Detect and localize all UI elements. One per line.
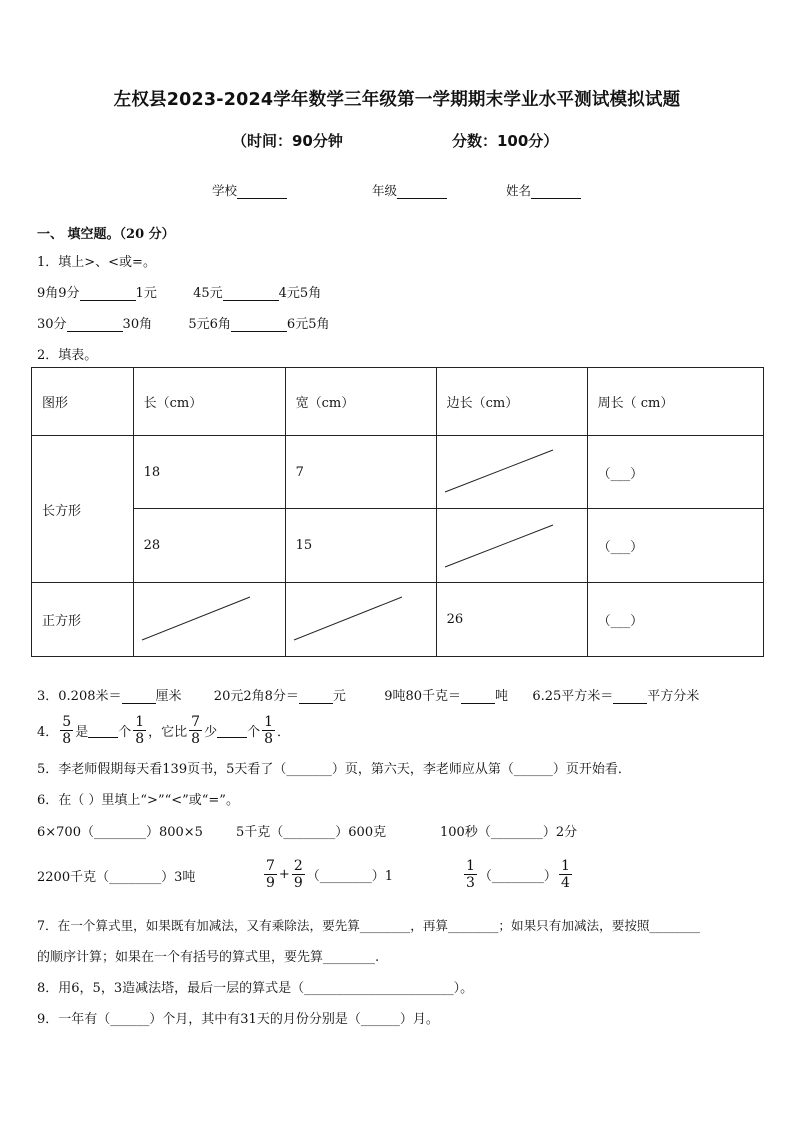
table-header-row	[32, 368, 764, 436]
q1-b-left: 45元	[193, 286, 223, 301]
q9-text: 9．一年有（______）个月，其中有31天的月份分别是（______）月。	[37, 1012, 439, 1027]
q3-blank-4[interactable]	[613, 689, 647, 704]
q3-p1: 0.208米＝	[58, 689, 122, 704]
q6-c: 100秒（________）2分	[440, 825, 578, 840]
q4-text: 是	[75, 724, 89, 740]
q6-e-blank[interactable]: （________）1	[306, 868, 394, 884]
slash-line	[437, 509, 587, 582]
q1-d-left: 5元6角	[188, 317, 231, 332]
fraction	[292, 858, 305, 891]
r2-perimeter[interactable]: （___）	[587, 509, 763, 583]
r1-width: 7	[285, 436, 436, 509]
q3-p4: 6.25平方米＝	[532, 689, 614, 704]
r2-length: 28	[133, 509, 285, 583]
numerator: 5	[62, 713, 72, 730]
q1-d-blank[interactable]	[231, 317, 287, 332]
q6-stem: 6．在（ ）里填上“>”“<”或“=”。	[37, 793, 239, 808]
q3-p2: 20元2角8分＝	[213, 689, 299, 704]
fraction	[264, 858, 277, 891]
q4-text: ，它比	[148, 724, 188, 740]
numerator: 7	[266, 857, 275, 874]
q7-line1: 7．在一个算式里，如果既有加减法，又有乘除法，要先算________，再算________；如果只有加减法，要按照________	[37, 918, 700, 933]
sq-side: 26	[436, 583, 587, 657]
q1-a-blank[interactable]	[80, 286, 136, 301]
denominator: 4	[560, 874, 570, 891]
slash-line	[437, 436, 587, 508]
denominator: 8	[264, 730, 274, 747]
q4-text: 个	[247, 724, 261, 740]
fraction	[559, 858, 572, 891]
q6-f-blank[interactable]: （________）	[478, 868, 557, 884]
page-title: 左权县2023-2024学年数学三年级第一学期期末学业水平测试模拟试题	[113, 90, 681, 110]
numerator: 1	[560, 857, 570, 874]
q6-e	[262, 852, 393, 896]
header-width: 宽（cm）	[285, 368, 436, 436]
numerator: 1	[135, 713, 145, 730]
name-label: 姓名	[506, 183, 532, 198]
slash-line	[286, 583, 436, 656]
q3-p3-unit: 吨	[495, 689, 509, 704]
table-row	[32, 583, 764, 657]
exam-time: （时间：90分钟	[232, 132, 343, 150]
slash-line	[134, 583, 285, 656]
table-row	[32, 509, 764, 583]
q3-p2-unit: 元	[332, 689, 346, 704]
denominator: 9	[293, 874, 303, 891]
q3-blank-3[interactable]	[461, 689, 495, 704]
q3-p4-unit: 平方分米	[647, 689, 700, 704]
table-row	[32, 436, 764, 509]
fraction	[133, 714, 146, 747]
q1-d-right: 6元5角	[286, 317, 330, 332]
q3-blank-1[interactable]	[122, 689, 156, 704]
q3-p1-unit: 厘米	[155, 689, 182, 704]
q7-line2: 的顺序计算；如果在一个有括号的算式里，要先算________.	[37, 950, 380, 965]
plus-sign: +	[278, 866, 290, 882]
denominator: 8	[62, 730, 72, 747]
q1-a-left: 9角9分	[37, 286, 80, 301]
q6-b: 5千克（________）600克	[236, 825, 387, 840]
q1-stem: 1．填上>、<或=。	[37, 255, 156, 270]
fraction	[189, 714, 202, 747]
fraction	[464, 858, 477, 891]
fill-table	[31, 367, 764, 657]
school-field	[212, 181, 287, 199]
q1-row2	[37, 313, 329, 332]
r1-perimeter[interactable]: （___）	[587, 436, 763, 509]
fraction	[262, 714, 275, 747]
q3-row	[37, 685, 699, 704]
header-shape: 图形	[32, 368, 134, 436]
q8-text: 8．用6，5，3造减法塔，最后一层的算式是（_______________________）。	[37, 981, 474, 996]
grade-field	[372, 181, 447, 199]
header-length: 长（cm）	[133, 368, 285, 436]
q1-c-left: 30分	[37, 317, 67, 332]
q1-row1	[37, 282, 321, 301]
q4-text: 个	[118, 724, 132, 740]
q4-text: 少	[204, 724, 218, 740]
header-perimeter: 周长（ cm）	[587, 368, 763, 436]
q6-d: 2200千克（________）3吨	[37, 870, 196, 885]
numerator: 1	[264, 713, 274, 730]
r1-side-crossed	[436, 436, 587, 509]
grade-label: 年级	[372, 183, 398, 198]
r2-side-crossed	[436, 509, 587, 583]
school-label: 学校	[212, 183, 238, 198]
q3-p3: 9吨80千克＝	[384, 689, 462, 704]
q2-stem: 2．填表。	[37, 348, 98, 363]
q5-text: 5．李老师假期每天看139页书，5天看了（_______）页，第六天，李老师应从第（______）页开始看．	[37, 762, 631, 777]
q1-c-right: 30角	[122, 317, 153, 332]
grade-blank[interactable]	[397, 185, 447, 199]
numerator: 7	[191, 713, 201, 730]
r1-length: 18	[133, 436, 285, 509]
header-side: 边长（cm）	[436, 368, 587, 436]
section-title: 一、 填空题。（20 分）	[37, 227, 175, 242]
sq-perimeter[interactable]: （___）	[587, 583, 763, 657]
fraction	[60, 714, 73, 747]
q1-b-right: 4元5角	[278, 286, 322, 301]
q1-b-blank[interactable]	[223, 286, 279, 301]
q6-a: 6×700（________）800×5	[37, 825, 203, 840]
q4-num: 4．	[37, 724, 59, 740]
numerator: 2	[293, 857, 303, 874]
square-label: 正方形	[32, 583, 134, 657]
denominator: 8	[191, 730, 201, 747]
q4-blank-1[interactable]	[88, 723, 118, 738]
school-blank[interactable]	[237, 185, 287, 199]
name-field	[506, 181, 581, 199]
sq-width-crossed	[285, 583, 436, 657]
q4-text: ．	[277, 724, 291, 740]
r2-width: 15	[285, 509, 436, 583]
numerator: 1	[466, 857, 475, 874]
sq-length-crossed	[133, 583, 285, 657]
q6-f	[462, 852, 574, 896]
q1-a-right: 1元	[135, 286, 157, 301]
q3-blank-2[interactable]	[299, 689, 333, 704]
exam-score: 分数：100分）	[452, 132, 559, 150]
denominator: 9	[266, 874, 275, 891]
rect-label: 长方形	[32, 436, 134, 583]
q3-num: 3．	[37, 689, 59, 704]
q1-c-blank[interactable]	[67, 317, 123, 332]
denominator: 8	[135, 730, 145, 747]
name-blank[interactable]	[531, 185, 581, 199]
denominator: 3	[466, 874, 475, 891]
q4-blank-2[interactable]	[217, 723, 247, 738]
q4-row	[37, 710, 290, 750]
